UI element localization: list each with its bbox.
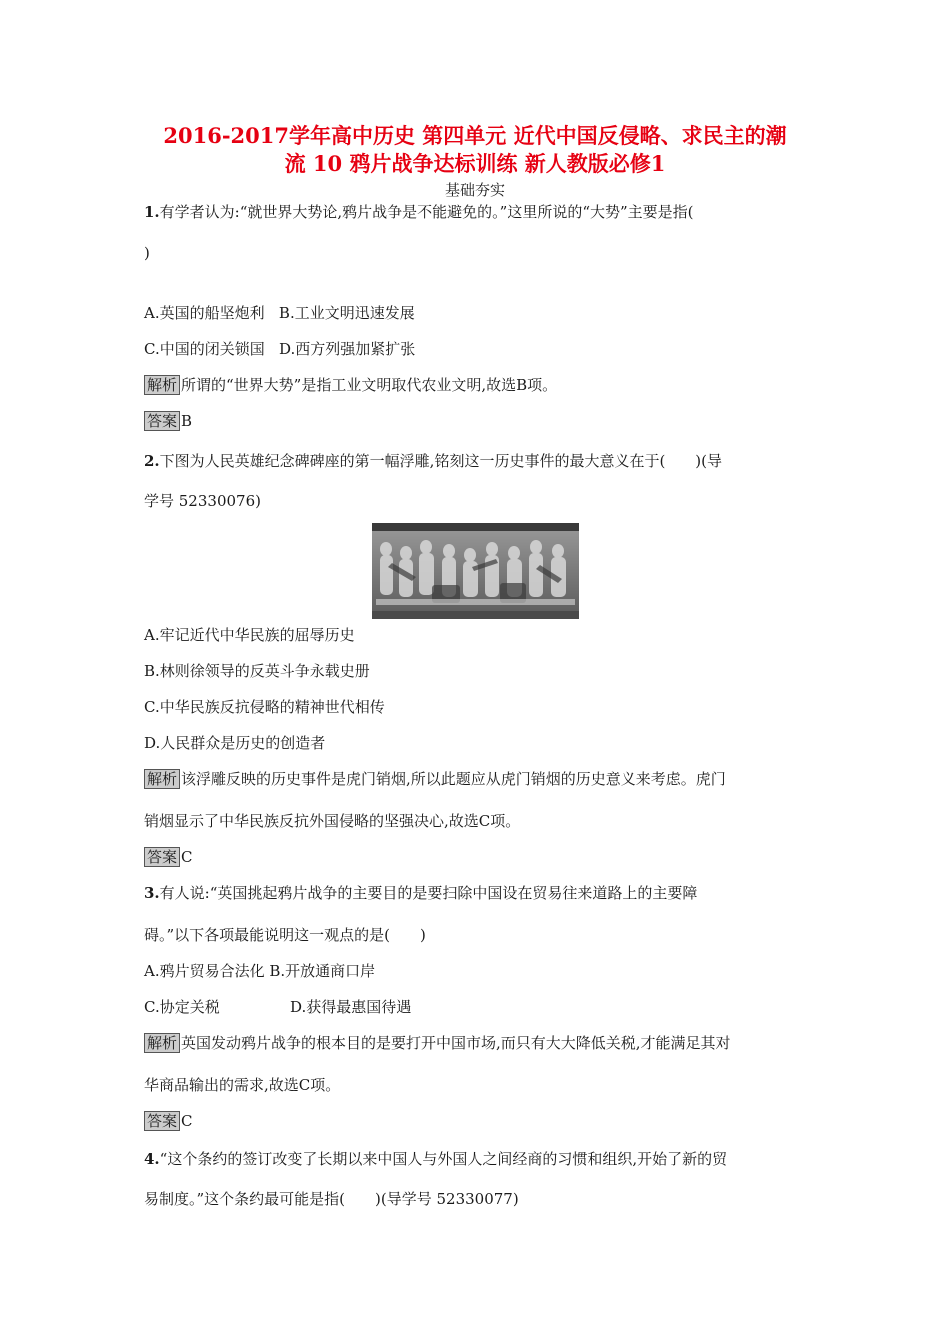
question-2-analysis xyxy=(144,768,824,790)
question-3-analysis xyxy=(144,1032,824,1054)
question-2-stem xyxy=(144,450,824,472)
option-c: C.中国的闭关锁国 xyxy=(144,340,265,358)
question-2-option-a: A.牢记近代中华民族的屈辱历史 xyxy=(144,626,355,644)
option-a: A.英国的船坚炮利 xyxy=(144,304,265,322)
option-d: D.获得最惠国待遇 xyxy=(290,998,412,1016)
question-3-options-row-2 xyxy=(144,996,824,1018)
answer-tag: 答案 xyxy=(144,847,180,867)
question-number: 4. xyxy=(144,1150,160,1168)
question-4-stem-cont: 易制度。”这个条约最可能是指( )(导学号 52330077) xyxy=(144,1190,519,1208)
question-text: 有人说:“英国挑起鸦片战争的主要目的是要扫除中国设在贸易往来道路上的主要障 xyxy=(159,884,698,902)
question-1-options-row-1 xyxy=(144,302,824,324)
question-2-analysis-cont: 销烟显示了中华民族反抗外国侵略的坚强决心,故选C项。 xyxy=(144,812,521,830)
document-title-line-1: 2016-2017学年高中历史 第四单元 近代中国反侵略、求民主的潮 xyxy=(163,123,787,148)
answer-tag: 答案 xyxy=(144,1111,180,1131)
analysis-tag: 解析 xyxy=(144,375,180,395)
question-text: “这个条约的签订改变了长期以来中国人与外国人之间经商的习惯和组织,开始了新的贸 xyxy=(159,1150,728,1168)
option-b: B.开放通商口岸 xyxy=(269,962,376,980)
answer-text: B xyxy=(181,412,193,430)
question-3-answer xyxy=(144,1110,824,1132)
question-2-answer xyxy=(144,846,824,868)
question-text: 下图为人民英雄纪念碑碑座的第一幅浮雕,铭刻这一历史事件的最大意义在于( )(导 xyxy=(159,452,722,470)
question-3-stem-cont: 碍。”以下各项最能说明这一观点的是( ) xyxy=(144,926,426,944)
question-1-options-row-2 xyxy=(144,338,824,360)
relief-sculpture-image xyxy=(372,523,579,619)
question-2-option-b: B.林则徐领导的反英斗争永载史册 xyxy=(144,662,370,680)
document-title-line-2: 流 10 鸦片战争达标训练 新人教版必修1 xyxy=(284,151,666,176)
analysis-tag: 解析 xyxy=(144,1033,180,1053)
analysis-text: 所谓的“世界大势”是指工业文明取代农业文明,故选B项。 xyxy=(181,376,558,394)
answer-text: C xyxy=(181,1112,193,1130)
option-c: C.协定关税 xyxy=(144,998,220,1016)
question-1-stem-cont: ) xyxy=(144,244,150,262)
answer-text: C xyxy=(181,848,193,866)
analysis-tag: 解析 xyxy=(144,769,180,789)
question-3-stem xyxy=(144,882,824,904)
question-2-stem-cont: 学号 52330076) xyxy=(144,492,261,510)
section-heading: 基础夯实 xyxy=(444,181,505,199)
question-text: 有学者认为:“就世界大势论,鸦片战争是不能避免的。”这里所说的“大势”主要是指( xyxy=(159,203,694,221)
question-number: 2. xyxy=(144,452,160,470)
question-1-answer xyxy=(144,410,824,432)
question-3-analysis-cont: 华商品输出的需求,故选C项。 xyxy=(144,1076,341,1094)
question-1-stem xyxy=(144,201,824,223)
analysis-text: 英国发动鸦片战争的根本目的是要打开中国市场,而只有大大降低关税,才能满足其对 xyxy=(181,1034,731,1052)
question-number: 3. xyxy=(144,884,160,902)
option-d: D.西方列强加紧扩张 xyxy=(279,340,416,358)
question-2-option-d: D.人民群众是历史的创造者 xyxy=(144,734,326,752)
option-a: A.鸦片贸易合法化 xyxy=(144,962,265,980)
option-b: B.工业文明迅速发展 xyxy=(278,304,415,322)
question-3-options-row-1 xyxy=(144,960,824,982)
question-4-stem xyxy=(144,1148,824,1170)
answer-tag: 答案 xyxy=(144,411,180,431)
question-number: 1. xyxy=(144,203,160,221)
question-2-option-c: C.中华民族反抗侵略的精神世代相传 xyxy=(144,698,385,716)
question-1-analysis xyxy=(144,374,824,396)
analysis-text: 该浮雕反映的历史事件是虎门销烟,所以此题应从虎门销烟的历史意义来考虑。虎门 xyxy=(181,770,726,788)
